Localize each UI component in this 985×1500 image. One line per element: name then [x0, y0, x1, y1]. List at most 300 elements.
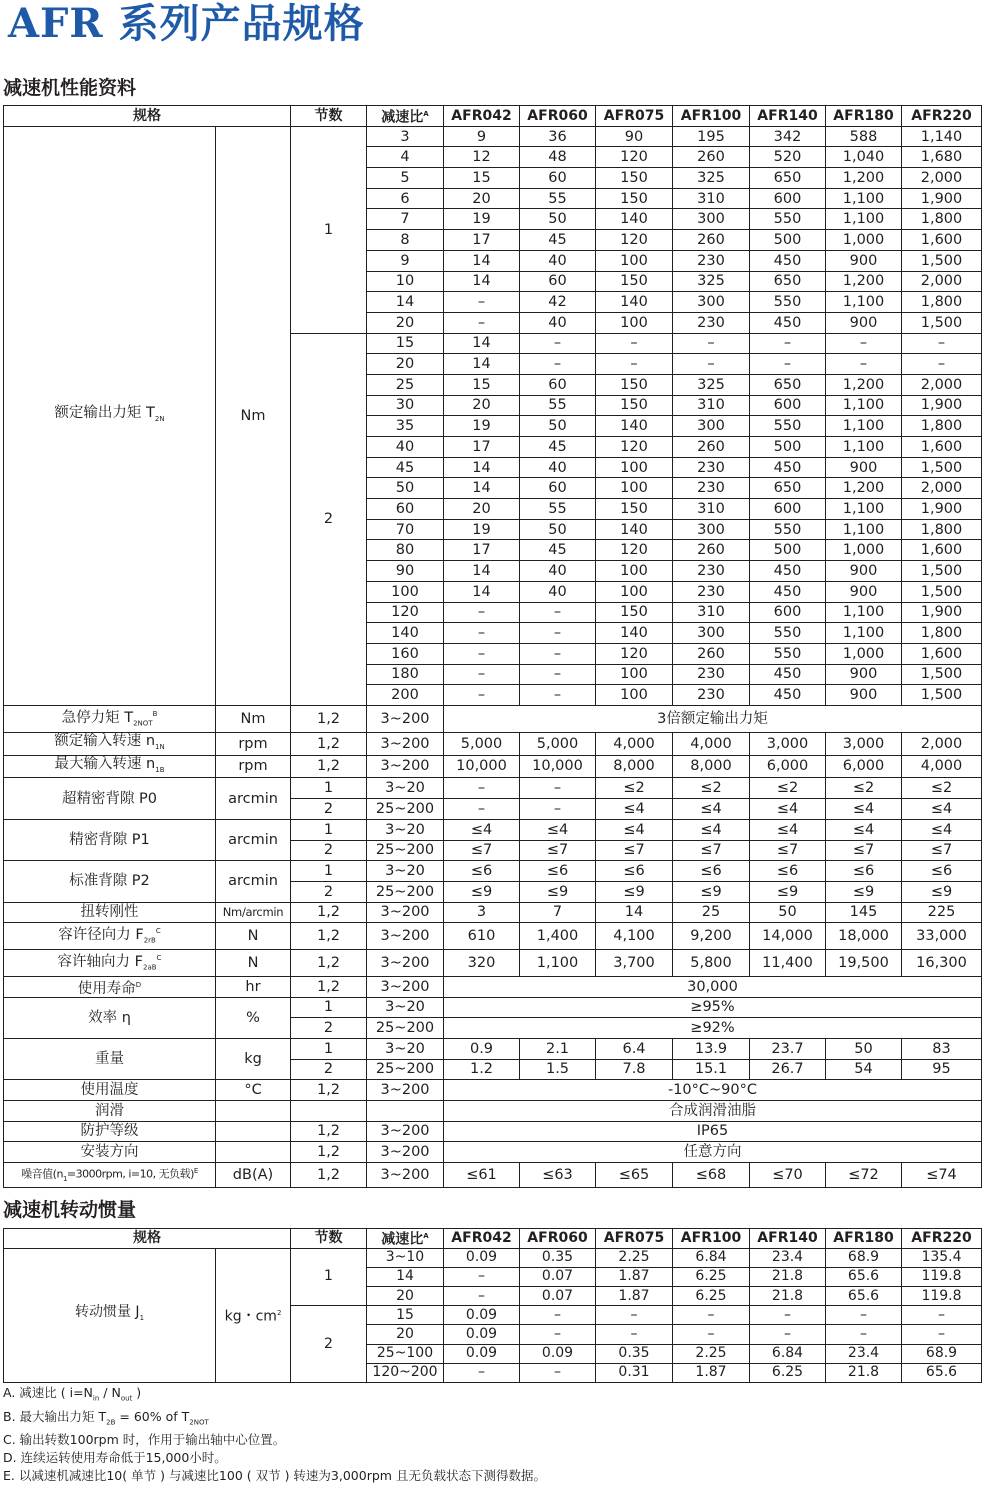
ratio-cell: 3~20 [367, 778, 444, 799]
value-cell: 12 [444, 147, 520, 168]
ratio-cell: 3~20 [367, 819, 444, 840]
value-cell: 140 [596, 623, 673, 644]
spec-unit [216, 1100, 291, 1121]
value-cell: 450 [750, 685, 826, 706]
value-cell: ≤4 [673, 799, 750, 820]
value-cell: 0.09 [520, 1344, 596, 1363]
value-cell: 1,100 [826, 519, 902, 540]
header-model: AFR075 [596, 1229, 673, 1249]
value-cell: 6.4 [596, 1038, 673, 1059]
spec-label [4, 126, 216, 705]
stage-cell: 1,2 [291, 923, 367, 950]
value-cell: 50 [520, 416, 596, 437]
ratio-cell: 180 [367, 664, 444, 685]
value-cell: 1,800 [902, 416, 982, 437]
value-cell: – [902, 1325, 982, 1344]
spec-unit: N [216, 949, 291, 976]
weight-row [4, 1038, 982, 1059]
value-cell: 1.2 [444, 1059, 520, 1080]
value-cell: 21.8 [750, 1287, 826, 1306]
value-cell: 15.1 [673, 1059, 750, 1080]
ratio-cell: 3 [367, 126, 444, 147]
mounting-row [4, 1142, 982, 1163]
spec-label [4, 1163, 216, 1188]
value-cell: 2,000 [902, 374, 982, 395]
value-cell: ≤9 [902, 881, 982, 902]
value-cell: 45 [520, 540, 596, 561]
value-cell: 260 [673, 540, 750, 561]
value-cell: 550 [750, 292, 826, 313]
merged-value-cell: ≥92% [444, 1018, 982, 1039]
value-cell: 230 [673, 312, 750, 333]
value-cell: 100 [596, 250, 673, 271]
stage-cell: 1 [291, 1038, 367, 1059]
value-cell: 1,500 [902, 312, 982, 333]
header-ratio-note: A [423, 110, 429, 119]
header-row [4, 106, 982, 127]
ratio-cell: 3~200 [367, 1121, 444, 1142]
footnote-b [3, 1408, 546, 1432]
value-cell: 40 [520, 312, 596, 333]
value-cell: 19 [444, 519, 520, 540]
value-cell: 1,600 [902, 643, 982, 664]
spec-label-note: C [155, 927, 161, 936]
ratio-cell: 20 [367, 354, 444, 375]
value-cell: ≤4 [596, 799, 673, 820]
value-cell: – [520, 664, 596, 685]
value-cell: 14 [444, 478, 520, 499]
value-cell: 150 [596, 499, 673, 520]
value-cell: ≤70 [750, 1163, 826, 1188]
value-cell: 550 [750, 209, 826, 230]
value-cell: – [902, 1306, 982, 1325]
spec-label-text: 超精密背隙 P0 [61, 790, 158, 807]
value-cell: ≤4 [444, 819, 520, 840]
spec-unit: N [216, 923, 291, 950]
value-cell: 95 [902, 1059, 982, 1080]
value-cell: – [673, 1306, 750, 1325]
merged-value-cell: 30,000 [444, 976, 982, 997]
value-cell: 260 [673, 147, 750, 168]
header-model: AFR100 [673, 106, 750, 127]
value-cell: ≤9 [750, 881, 826, 902]
footnote-sub: 2NOT [189, 1418, 209, 1426]
value-cell: 120 [596, 230, 673, 251]
value-cell: – [596, 1325, 673, 1344]
value-cell: – [520, 623, 596, 644]
spec-label [4, 949, 216, 976]
value-cell: 1,100 [826, 395, 902, 416]
ratio-cell: 120~200 [367, 1363, 444, 1382]
header-ratio-text: 减速比 [381, 1231, 424, 1248]
ratio-cell: 3~200 [367, 976, 444, 997]
spec-label-text: 标准背隙 P2 [69, 873, 150, 890]
value-cell: 450 [750, 457, 826, 478]
value-cell: 14 [444, 354, 520, 375]
value-cell: 225 [902, 902, 982, 923]
value-cell: 135.4 [902, 1248, 982, 1267]
stage-cell: 2 [291, 1018, 367, 1039]
value-cell: 2,000 [902, 168, 982, 189]
value-cell: 600 [750, 188, 826, 209]
ratio-cell: 35 [367, 416, 444, 437]
value-cell: 300 [673, 519, 750, 540]
value-cell: 140 [596, 519, 673, 540]
value-cell: 14 [444, 581, 520, 602]
value-cell: 195 [673, 126, 750, 147]
value-cell: – [596, 333, 673, 354]
spec-label-sub: 1 [139, 1313, 145, 1322]
value-cell: 150 [596, 395, 673, 416]
value-cell: 120 [596, 437, 673, 458]
value-cell: 8,000 [673, 755, 750, 778]
spec-label [4, 819, 216, 860]
value-cell: ≤9 [673, 881, 750, 902]
spec-label [4, 732, 216, 755]
ratio-cell: 20 [367, 1325, 444, 1344]
value-cell: – [596, 354, 673, 375]
ratio-cell: 3~20 [367, 861, 444, 882]
value-cell: – [520, 1306, 596, 1325]
value-cell: – [520, 1363, 596, 1382]
value-cell: 1.87 [596, 1267, 673, 1286]
value-cell: 450 [750, 250, 826, 271]
value-cell: 2,000 [902, 271, 982, 292]
value-cell: 17 [444, 437, 520, 458]
footnote-c: C. 输出转数100rpm 时，作用于输出轴中心位置。 [3, 1432, 286, 1447]
spec-unit: arcmin [216, 819, 291, 860]
value-cell: 342 [750, 126, 826, 147]
header-row [4, 1229, 982, 1249]
spec-label-text: 额定输出力矩 T [54, 404, 155, 421]
value-cell: 300 [673, 209, 750, 230]
value-cell: 120 [596, 643, 673, 664]
value-cell: 50 [520, 519, 596, 540]
value-cell: 6.25 [673, 1287, 750, 1306]
spec-unit: Nm/arcmin [216, 902, 291, 923]
stage-cell: 2 [291, 333, 367, 705]
value-cell: 230 [673, 581, 750, 602]
footnote-sub: in [92, 1394, 100, 1403]
backlash_p0-row [4, 778, 982, 799]
spec-label-text: 急停力矩 T [61, 709, 134, 726]
value-cell: ≤9 [520, 881, 596, 902]
spec-label [4, 1080, 216, 1101]
value-cell: ≤6 [520, 861, 596, 882]
value-cell: 4,100 [596, 923, 673, 950]
value-cell: 17 [444, 230, 520, 251]
value-cell: 36 [520, 126, 596, 147]
spec-unit: rpm [216, 755, 291, 778]
lubrication-row [4, 1100, 982, 1121]
ratio-cell: 3~200 [367, 1080, 444, 1101]
value-cell: 5,000 [444, 732, 520, 755]
value-cell: 6.25 [750, 1363, 826, 1382]
value-cell: – [520, 685, 596, 706]
value-cell: ≤72 [826, 1163, 902, 1188]
value-cell: 26.7 [750, 1059, 826, 1080]
value-cell: 550 [750, 519, 826, 540]
spec-label [4, 755, 216, 778]
ratio-cell: 120 [367, 602, 444, 623]
value-cell: 2.25 [596, 1248, 673, 1267]
ratio-cell: 60 [367, 499, 444, 520]
value-cell: 310 [673, 395, 750, 416]
spec-unit [216, 1142, 291, 1163]
value-cell: ≤2 [750, 778, 826, 799]
spec-label-text: 使用温度 [80, 1082, 139, 1099]
value-cell: ≤4 [902, 799, 982, 820]
ratio-cell: 8 [367, 230, 444, 251]
header-stage: 节数 [291, 106, 367, 127]
value-cell: – [750, 1325, 826, 1344]
inertia-section-title: 减速机转动惯量 [3, 1199, 137, 1221]
ratio-cell: 25~200 [367, 799, 444, 820]
value-cell: ≤9 [826, 881, 902, 902]
value-cell: 325 [673, 374, 750, 395]
header-model: AFR220 [902, 106, 982, 127]
stage-cell: 1 [291, 819, 367, 840]
value-cell: 260 [673, 437, 750, 458]
value-cell: 0.09 [444, 1248, 520, 1267]
value-cell: 100 [596, 664, 673, 685]
value-cell: – [444, 1363, 520, 1382]
value-cell: – [444, 643, 520, 664]
value-cell: 0.9 [444, 1038, 520, 1059]
value-cell: ≤7 [826, 840, 902, 861]
value-cell: – [520, 333, 596, 354]
axial_force-row [4, 949, 982, 976]
value-cell: 900 [826, 581, 902, 602]
spec-label-text: 安装方向 [80, 1144, 139, 1161]
value-cell: ≤4 [750, 799, 826, 820]
value-cell: 900 [826, 457, 902, 478]
value-cell: 5,000 [520, 732, 596, 755]
value-cell: 500 [750, 230, 826, 251]
temperature-row [4, 1080, 982, 1101]
value-cell: – [826, 1306, 902, 1325]
value-cell: – [673, 354, 750, 375]
stage-cell: 1,2 [291, 1163, 367, 1188]
value-cell: 14 [444, 271, 520, 292]
value-cell: 1.87 [673, 1363, 750, 1382]
ratio-cell: 3~200 [367, 705, 444, 732]
max_speed-row [4, 755, 982, 778]
header-model: AFR140 [750, 106, 826, 127]
value-cell: ≤7 [750, 840, 826, 861]
value-cell: 900 [826, 250, 902, 271]
ratio-cell: 45 [367, 457, 444, 478]
value-cell: 45 [520, 437, 596, 458]
value-cell: – [520, 602, 596, 623]
spec-unit: dB(A) [216, 1163, 291, 1188]
stage-cell: 1 [291, 1248, 367, 1306]
stage-cell: 1,2 [291, 1080, 367, 1101]
value-cell: 1,600 [902, 437, 982, 458]
value-cell: – [750, 1306, 826, 1325]
ratio-cell: 3~200 [367, 949, 444, 976]
spec-unit-text: kg・cm [224, 1308, 277, 1325]
spec-label [4, 923, 216, 950]
value-cell: 1,100 [826, 416, 902, 437]
spec-unit: arcmin [216, 861, 291, 902]
value-cell: ≤6 [673, 861, 750, 882]
value-cell: 14 [444, 457, 520, 478]
value-cell: 3,000 [826, 732, 902, 755]
ratio-cell: 40 [367, 437, 444, 458]
stage-cell: 2 [291, 840, 367, 861]
value-cell: 55 [520, 499, 596, 520]
value-cell: 500 [750, 540, 826, 561]
value-cell: 14 [444, 561, 520, 582]
value-cell: 1,200 [826, 478, 902, 499]
header-ratio-note: A [423, 1232, 429, 1240]
ratio-cell: 25 [367, 374, 444, 395]
page-title: AFR 系列产品规格 [8, 0, 365, 47]
stage-cell: 1,2 [291, 949, 367, 976]
ratio-cell: 3~20 [367, 997, 444, 1018]
footnote-text: B. 最大输出力矩 T [3, 1408, 107, 1424]
ratio-cell [367, 1100, 444, 1121]
value-cell: 18,000 [826, 923, 902, 950]
value-cell: ≤9 [596, 881, 673, 902]
stage-cell: 1 [291, 861, 367, 882]
value-cell: ≤7 [444, 840, 520, 861]
value-cell: 7 [520, 902, 596, 923]
value-cell: 6.84 [750, 1344, 826, 1363]
value-cell: 100 [596, 312, 673, 333]
value-cell: 100 [596, 581, 673, 602]
ratio-cell: 70 [367, 519, 444, 540]
value-cell: – [520, 643, 596, 664]
value-cell: – [444, 312, 520, 333]
stage-cell: 1 [291, 997, 367, 1018]
spec-label-text: 扭转刚性 [80, 904, 139, 921]
value-cell: 1.87 [596, 1287, 673, 1306]
stage-cell: 1,2 [291, 1142, 367, 1163]
emergency-row [4, 705, 982, 732]
value-cell: 1,900 [902, 395, 982, 416]
value-cell: 1,900 [902, 602, 982, 623]
value-cell: 150 [596, 602, 673, 623]
ratio-cell: 200 [367, 685, 444, 706]
ratio-cell: 15 [367, 1306, 444, 1325]
value-cell: ≤2 [596, 778, 673, 799]
merged-value-cell: 合成润滑油脂 [444, 1100, 982, 1121]
ratio-cell: 3~200 [367, 1163, 444, 1188]
value-cell: 20 [444, 395, 520, 416]
value-cell: 610 [444, 923, 520, 950]
value-cell: – [444, 623, 520, 644]
value-cell: 1,800 [902, 209, 982, 230]
value-cell: – [444, 1287, 520, 1306]
value-cell: 50 [826, 1038, 902, 1059]
backlash_p2-row [4, 861, 982, 882]
value-cell: 14 [596, 902, 673, 923]
header-stage: 节数 [291, 1229, 367, 1249]
spec-unit: °C [216, 1080, 291, 1101]
footnote-d: D. 连续运转使用寿命低于15,000小时。 [3, 1450, 227, 1465]
value-cell: 1,500 [902, 685, 982, 706]
value-cell: 100 [596, 478, 673, 499]
value-cell: 450 [750, 561, 826, 582]
ratio-cell: 20 [367, 1287, 444, 1306]
footnote-text: A. 减速比 ( i=N [3, 1385, 93, 1400]
value-cell: 1,100 [826, 209, 902, 230]
ratio-cell: 3~200 [367, 902, 444, 923]
ratio-cell: 3~20 [367, 1038, 444, 1059]
value-cell: 40 [520, 561, 596, 582]
value-cell: – [444, 664, 520, 685]
ratio-cell: 90 [367, 561, 444, 582]
value-cell: ≤74 [902, 1163, 982, 1188]
value-cell: 21.8 [826, 1363, 902, 1382]
ratio-cell: 9 [367, 250, 444, 271]
value-cell: 54 [826, 1059, 902, 1080]
spec-label-sub: 2NOT [133, 719, 153, 728]
stage-cell: 1,2 [291, 902, 367, 923]
spec-label [4, 778, 216, 819]
value-cell: 230 [673, 457, 750, 478]
stage-cell: 1,2 [291, 705, 367, 732]
value-cell: 10,000 [444, 755, 520, 778]
value-cell: 1,100 [826, 602, 902, 623]
value-cell: 60 [520, 478, 596, 499]
stage-cell: 2 [291, 1059, 367, 1080]
value-cell: ≤6 [826, 861, 902, 882]
protection-row [4, 1121, 982, 1142]
ratio-cell: 4 [367, 147, 444, 168]
value-cell: 900 [826, 664, 902, 685]
value-cell: 0.07 [520, 1267, 596, 1286]
spec-label [4, 902, 216, 923]
value-cell: 100 [596, 685, 673, 706]
value-cell: 10,000 [520, 755, 596, 778]
value-cell: 100 [596, 561, 673, 582]
value-cell: – [826, 333, 902, 354]
value-cell: – [520, 799, 596, 820]
value-cell: 600 [750, 395, 826, 416]
footnote-text: = 60% of T [115, 1408, 190, 1424]
value-cell: 9 [444, 126, 520, 147]
spec-label-text: 防护等级 [80, 1123, 139, 1140]
ratio-cell: 140 [367, 623, 444, 644]
ratio-cell: 3~10 [367, 1248, 444, 1267]
value-cell: 3,000 [750, 732, 826, 755]
value-cell: 550 [750, 623, 826, 644]
header-ratio-text: 减速比 [381, 109, 424, 126]
value-cell: 0.09 [444, 1306, 520, 1325]
ratio-cell: 160 [367, 643, 444, 664]
value-cell: 140 [596, 416, 673, 437]
ratio-cell: 50 [367, 478, 444, 499]
spec-label-sub: 1N [155, 742, 165, 751]
value-cell: 60 [520, 374, 596, 395]
merged-value-cell: IP65 [444, 1121, 982, 1142]
spec-label [4, 1038, 216, 1079]
value-cell: 119.8 [902, 1287, 982, 1306]
value-cell: ≤4 [826, 799, 902, 820]
value-cell: 140 [596, 292, 673, 313]
value-cell: 60 [520, 271, 596, 292]
value-cell: ≤7 [673, 840, 750, 861]
spec-label-text: 噪音值(n [21, 1167, 63, 1181]
value-cell: 4,000 [673, 732, 750, 755]
value-cell: 120 [596, 540, 673, 561]
ratio-cell: 3~200 [367, 755, 444, 778]
value-cell: 2,000 [902, 478, 982, 499]
value-cell: 50 [520, 209, 596, 230]
